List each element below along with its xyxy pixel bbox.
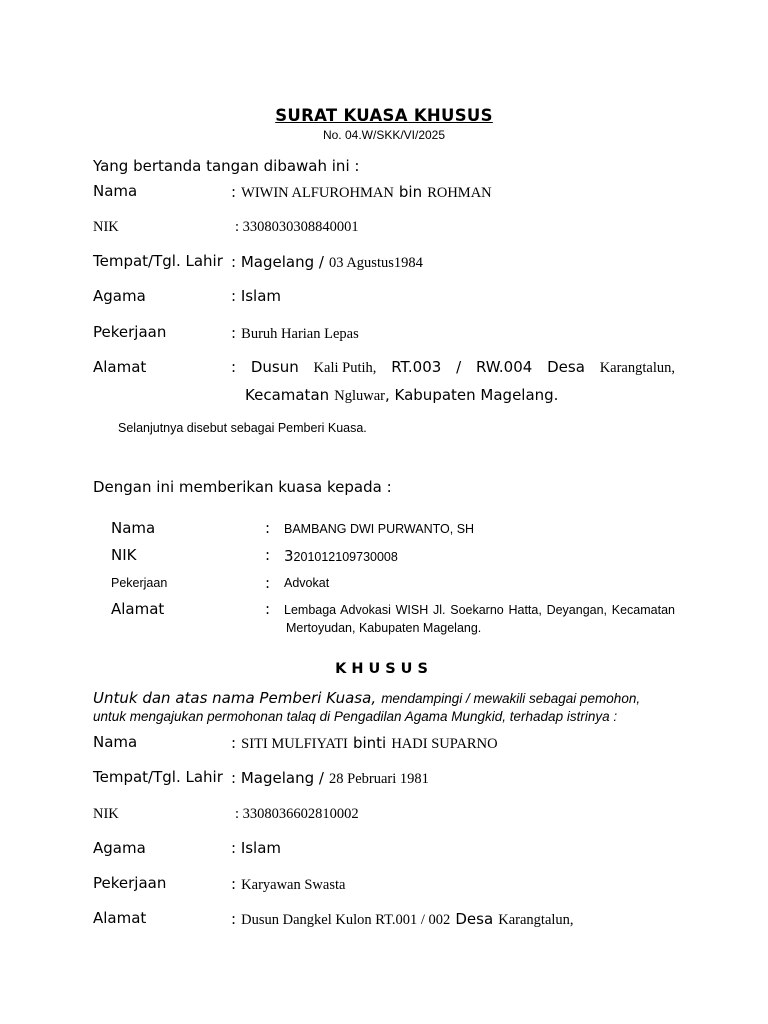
addr-kecamatan: Kecamatan <box>245 386 330 404</box>
colon: : <box>265 519 271 537</box>
grantee-nama-value: BAMBANG DWI PURWANTO, SH <box>284 522 475 536</box>
respondent-pekerjaan-value <box>231 874 345 894</box>
khusus-heading: KHUSUS <box>335 661 433 677</box>
colon: : <box>265 600 271 618</box>
grantor-nama-value <box>231 182 492 202</box>
grantor-bin: bin <box>398 183 423 201</box>
grantor-name: WIWIN ALFUROHMAN <box>241 185 394 201</box>
grant-intro: Dengan ini memberikan kuasa kepada : <box>93 478 392 496</box>
grantee-nik-value <box>284 546 398 565</box>
grantor-alamat-label: Alamat <box>93 358 147 376</box>
grantee-pekerjaan-label: Pekerjaan <box>111 576 168 590</box>
colon: : <box>265 546 271 564</box>
respondent-agama-value: : Islam <box>231 839 282 857</box>
respondent-ttl-date: 28 Pebruari 1981 <box>329 771 429 787</box>
nik-first-digit: 3 <box>284 547 294 565</box>
respondent-pekerjaan-label: Pekerjaan <box>93 874 167 892</box>
grantor-agama-label: Agama <box>93 287 146 305</box>
addr-word: RT.003 <box>391 358 442 376</box>
purpose-line2: untuk mengajukan permohonan talaq di Pengadilan Agama Mungkid, terhadap istrinya : <box>93 709 618 724</box>
respondent-nik-label: NIK <box>93 806 119 822</box>
respondent-address-a: Dusun Dangkel Kulon RT.001 / 002 <box>241 912 451 928</box>
colon: : <box>231 734 237 752</box>
grantor-note: Selanjutnya disebut sebagai Pemberi Kuasa. <box>118 421 367 435</box>
addr-word: Desa <box>547 358 585 376</box>
purpose-line1 <box>93 688 640 707</box>
colon: : <box>231 324 237 342</box>
grantor-nama-label: Nama <box>93 182 138 200</box>
grantee-pekerjaan-value: Advokat <box>284 576 330 590</box>
respondent-nama-label: Nama <box>93 733 138 751</box>
respondent-alamat-value <box>231 909 574 929</box>
colon: : <box>265 574 271 592</box>
grantor-occupation: Buruh Harian Lepas <box>241 326 359 342</box>
addr-word: RW.004 <box>475 358 533 376</box>
grantor-pekerjaan-label: Pekerjaan <box>93 323 167 341</box>
grantee-nama-label: Nama <box>111 519 156 537</box>
intro-text: Yang bertanda tangan dibawah ini : <box>93 157 360 175</box>
respondent-father: HADI SUPARNO <box>391 736 498 752</box>
purpose-line1-b: mendampingi / mewakili sebagai pemohon, <box>381 691 641 706</box>
respondent-nama-value <box>231 733 498 753</box>
respondent-agama-label: Agama <box>93 839 146 857</box>
colon: : <box>231 358 237 376</box>
addr-word: Dusun <box>250 358 299 376</box>
respondent-name: SITI MULFIYATI <box>241 736 348 752</box>
addr-word: / <box>456 358 462 376</box>
grantor-nik-label: NIK <box>93 219 119 235</box>
respondent-binti: binti <box>352 734 387 752</box>
grantee-nik-label: NIK <box>111 546 137 564</box>
addr-word: Kali Putih, <box>313 360 377 376</box>
respondent-address-desa: Desa <box>455 910 494 928</box>
addr-kabupaten: , Kabupaten Magelang. <box>384 386 559 404</box>
grantor-ttl-place: : Magelang / <box>231 253 324 271</box>
document-number: No. 04.W/SKK/VI/2025 <box>322 128 446 142</box>
addr-word: Karangtalun, <box>599 360 675 376</box>
colon: : <box>231 910 237 928</box>
nik-rest: 201012109730008 <box>293 550 398 564</box>
respondent-ttl-label: Tempat/Tgl. Lahir <box>93 768 223 786</box>
grantee-alamat-line1: Lembaga Advokasi WISH Jl. Soekarno Hatta, Deyangan, Kecamatan <box>284 603 675 617</box>
document-title: SURAT KUASA KHUSUS <box>275 106 493 125</box>
grantor-alamat-line1 <box>231 358 675 377</box>
colon: : <box>231 183 237 201</box>
respondent-ttl-place: : Magelang / <box>231 769 324 787</box>
respondent-occupation: Karyawan Swasta <box>241 877 346 893</box>
grantor-alamat-line2 <box>245 385 558 405</box>
colon: : <box>231 875 237 893</box>
grantor-father: ROHMAN <box>427 185 492 201</box>
addr-ngluwar: Ngluwar <box>334 388 385 404</box>
grantor-ttl-value <box>231 252 423 272</box>
grantee-alamat-label: Alamat <box>111 600 165 618</box>
grantor-ttl-label: Tempat/Tgl. Lahir <box>93 252 223 270</box>
respondent-ttl-value <box>231 768 429 788</box>
grantor-agama-value: : Islam <box>231 287 282 305</box>
grantor-ttl-date: 03 Agustus1984 <box>329 255 423 271</box>
respondent-alamat-label: Alamat <box>93 909 147 927</box>
purpose-line1-a: Untuk dan atas nama Pemberi Kuasa, <box>93 689 377 707</box>
grantor-pekerjaan-value <box>231 323 359 343</box>
respondent-nik-value: : 3308036602810002 <box>235 806 359 822</box>
grantee-alamat-line2: Mertoyudan, Kabupaten Magelang. <box>286 621 482 635</box>
respondent-address-village: Karangtalun, <box>498 912 574 928</box>
grantor-nik-value: : 3308030308840001 <box>235 219 359 235</box>
